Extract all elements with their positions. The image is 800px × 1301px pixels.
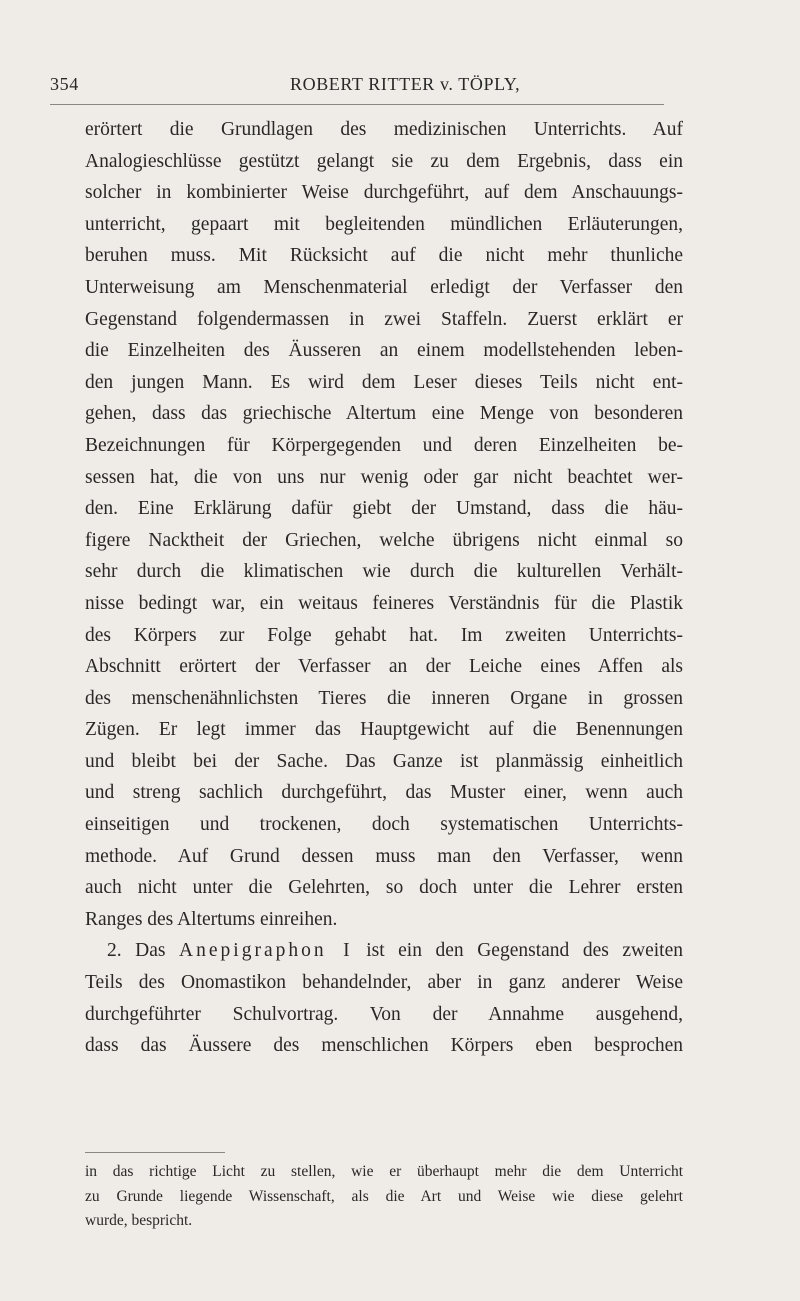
text-line: Zügen. Er legt immer das Hauptgewicht auf die Benennungen (85, 719, 683, 741)
text-line: solcher in kombinierter Weise durchgeführt, auf dem Anschauungs- (85, 182, 683, 204)
text-line: die Einzelheiten des Äusseren an einem modellstehenden leben- (85, 340, 683, 362)
paragraph-2-first-line (85, 935, 683, 967)
header-rule (50, 104, 664, 105)
text-line: des menschenähnlichsten Tieres die inneren Organe in grossen (85, 687, 683, 709)
paragraph-2-rest: ist ein den Gegenstand des zweiten (366, 940, 683, 962)
text-line: auch nicht unter die Gelehrten, so doch unter die Lehrer ersten (85, 877, 683, 899)
text-line: Teils des Onomastikon behandelnder, aber in ganz anderer Weise (85, 972, 683, 994)
text-line: beruhen muss. Mit Rücksicht auf die nicht mehr thunliche (85, 245, 683, 267)
text-line: gehen, dass das griechische Altertum eine Menge von besonderen (85, 403, 683, 425)
text-line: des Körpers zur Folge gehabt hat. Im zweiten Unterrichts- (85, 624, 683, 646)
text-line: Ranges des Altertums einreihen. (85, 908, 338, 930)
text-line: einseitigen und trockenen, doch systematischen Unterrichts- (85, 814, 683, 836)
text-line: Gegenstand folgendermassen in zwei Staffeln. Zuerst erklärt er (85, 308, 683, 330)
text-line: sehr durch die klimatischen wie durch die kulturellen Verhält- (85, 561, 683, 583)
text-line: durchgeführter Schulvortrag. Von der Annahme ausgehend, (85, 1003, 683, 1025)
paragraph-2-number: 2. Das (107, 940, 166, 962)
text-line: methode. Auf Grund dessen muss man den Verfasser, wenn (85, 845, 683, 867)
page-number: 354 (50, 74, 79, 94)
body-text (85, 114, 683, 1062)
text-line: unterricht, gepaart mit begleitenden mündlichen Erläuterungen, (85, 213, 683, 235)
paragraph-1 (85, 114, 683, 935)
text-line: den. Eine Erklärung dafür giebt der Umstand, dass die häu- (85, 498, 683, 520)
text-line: dass das Äussere des menschlichen Körpers eben besprochen (85, 1035, 683, 1057)
text-line: und bleibt bei der Sache. Das Ganze ist planmässig einheitlich (85, 750, 683, 772)
paragraph-2 (85, 967, 683, 1062)
text-line: figere Nacktheit der Griechen, welche übrigens nicht einmal so (85, 529, 683, 551)
paragraph-2-title: Anepigraphon I (179, 940, 353, 962)
text-line: nisse bedingt war, ein weitaus feineres Verständnis für die Plastik (85, 592, 683, 614)
text-line: erörtert die Grundlagen des medizinischen Unterrichts. Auf (85, 119, 683, 140)
text-line: sessen hat, die von uns nur wenig oder gar nicht beachtet wer- (85, 466, 683, 488)
text-line: Bezeichnungen für Körpergegenden und deren Einzelheiten be- (85, 434, 683, 456)
text-line: und streng sachlich durchgeführt, das Muster einer, wenn auch (85, 782, 683, 804)
page-header (50, 74, 664, 104)
footnote-line: in das richtige Licht zu stellen, wie er überhaupt mehr die dem Unterricht (85, 1163, 683, 1180)
footnote-line: zu Grunde liegende Wissenschaft, als die Art und Weise wie diese gelehrt (85, 1187, 683, 1205)
footnote-line: wurde, bespricht. (85, 1212, 193, 1229)
running-head: ROBERT RITTER v. TÖPLY, (290, 74, 521, 94)
text-line: Unterweisung am Menschenmaterial erledigt der Verfasser den (85, 276, 683, 298)
text-line: Analogieschlüsse gestützt gelangt sie zu dem Ergebnis, dass ein (85, 150, 683, 172)
text-line: Abschnitt erörtert der Verfasser an der Leiche eines Affen als (85, 656, 683, 678)
footnote (85, 1160, 683, 1234)
text-line: den jungen Mann. Es wird dem Leser dieses Teils nicht ent- (85, 371, 683, 393)
footnote-rule (85, 1152, 225, 1153)
